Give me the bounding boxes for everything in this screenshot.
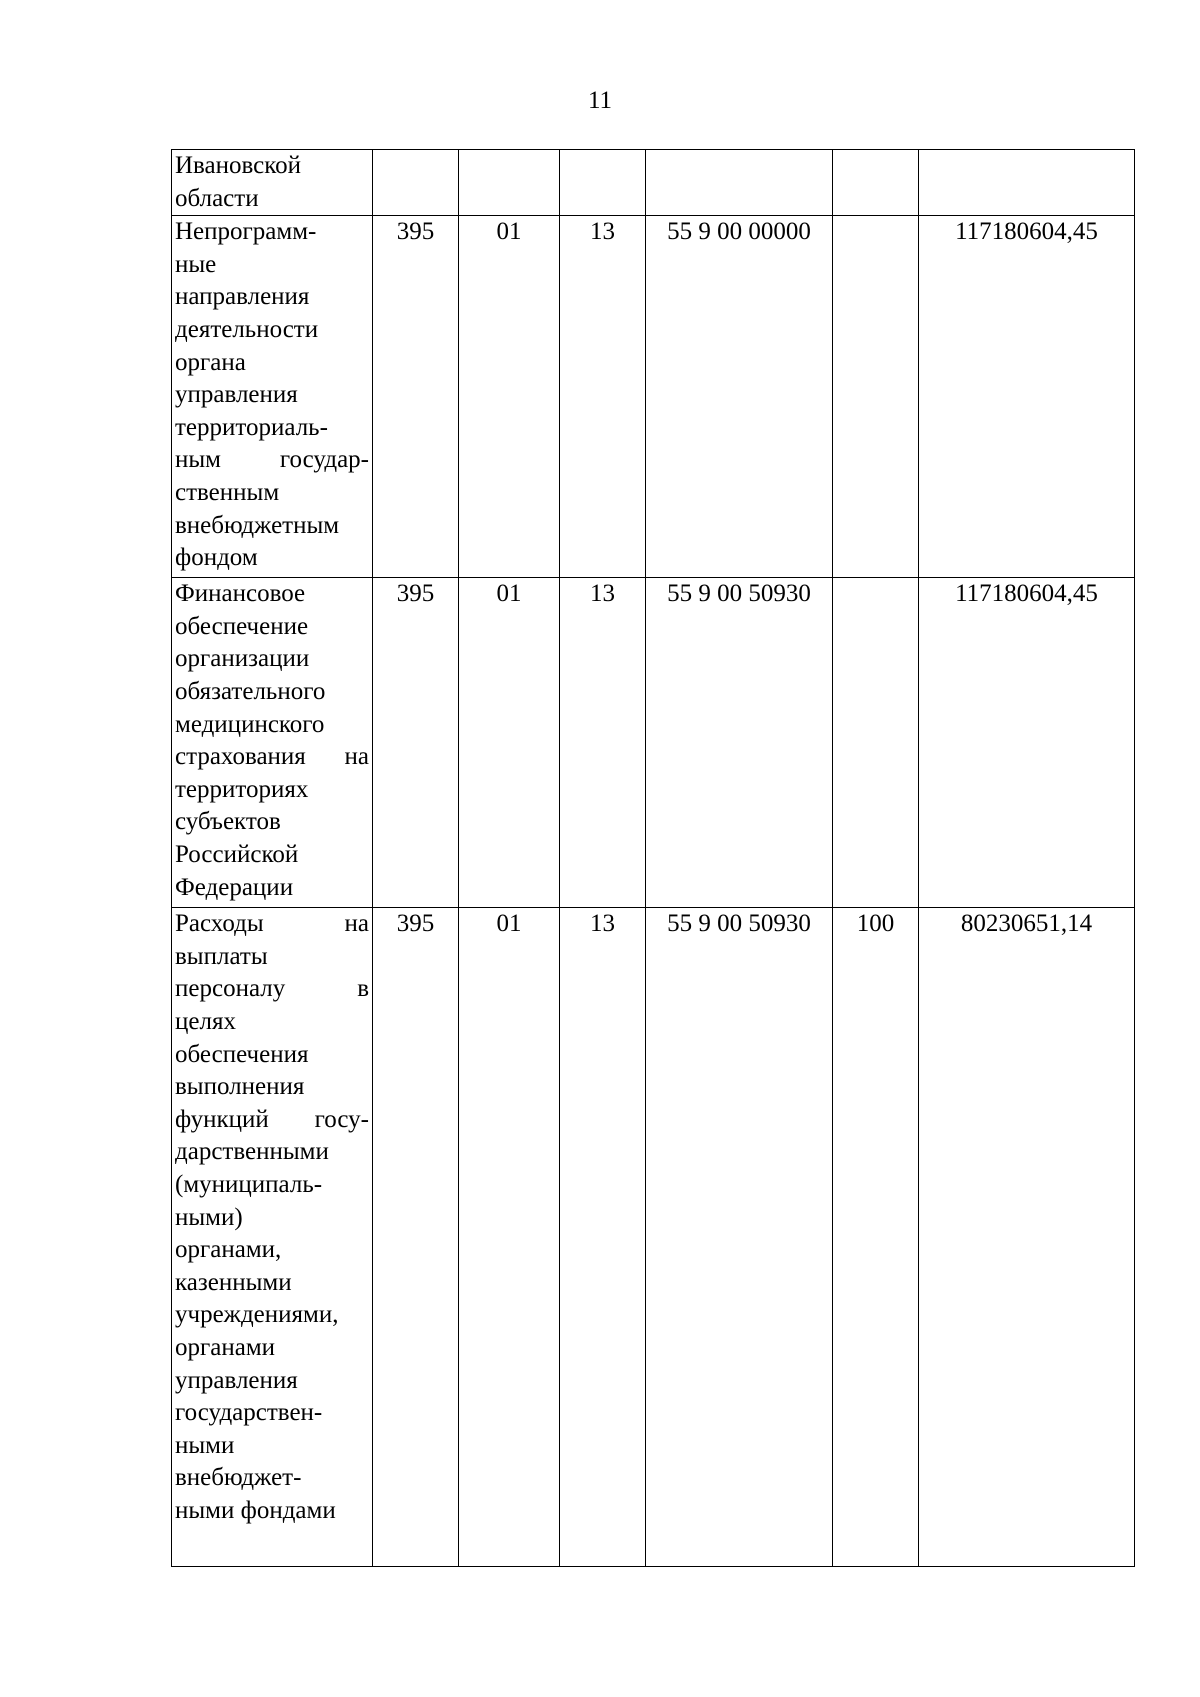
row-description bbox=[172, 216, 373, 578]
cell-rz: 395 bbox=[373, 216, 459, 578]
description-line: территориях bbox=[175, 775, 309, 803]
cell-amount: 117180604,45 bbox=[919, 578, 1135, 908]
cell-section: 13 bbox=[560, 216, 646, 578]
cell-amount: 80230651,14 bbox=[919, 908, 1135, 1567]
description-line: Федерации bbox=[175, 873, 294, 901]
description-line: ные bbox=[175, 250, 217, 278]
page-number: 11 bbox=[587, 87, 613, 114]
description-line: субъектов bbox=[175, 808, 281, 836]
cell-target-article: 55 9 00 00000 bbox=[646, 216, 833, 578]
description-line: области bbox=[175, 184, 259, 212]
cell-expense-type: 100 bbox=[833, 908, 919, 1567]
description-line: органами bbox=[175, 1333, 276, 1361]
description-line: фондом bbox=[175, 544, 258, 572]
description-line: выплаты bbox=[175, 942, 268, 970]
description-line: страхования на bbox=[175, 743, 369, 771]
description-line: управления bbox=[175, 381, 298, 409]
description-line: Непрограмм- bbox=[175, 218, 317, 246]
description-line: управления bbox=[175, 1366, 298, 1394]
description-line: организации bbox=[175, 645, 310, 673]
cell-pr: 01 bbox=[459, 578, 560, 908]
description-line: деятельности bbox=[175, 315, 319, 343]
table-row bbox=[172, 578, 1135, 908]
description-line: ными bbox=[175, 1431, 235, 1459]
cell-rz bbox=[373, 150, 459, 216]
budget-table bbox=[171, 149, 1135, 1567]
description-line: Ивановской bbox=[175, 152, 302, 179]
cell-section bbox=[560, 150, 646, 216]
description-line: государствен- bbox=[175, 1399, 323, 1427]
cell-pr: 01 bbox=[459, 216, 560, 578]
description-line: медицинского bbox=[175, 710, 325, 738]
description-line: территориаль- bbox=[175, 413, 328, 441]
cell-section: 13 bbox=[560, 908, 646, 1567]
cell-target-article: 55 9 00 50930 bbox=[646, 578, 833, 908]
row-description bbox=[172, 578, 373, 908]
table-row bbox=[172, 216, 1135, 578]
description-line: органами, bbox=[175, 1236, 282, 1264]
cell-section: 13 bbox=[560, 578, 646, 908]
description-line: персоналу в bbox=[175, 975, 369, 1003]
cell-pr: 01 bbox=[459, 908, 560, 1567]
description-line: ными) bbox=[175, 1203, 243, 1231]
cell-expense-type bbox=[833, 578, 919, 908]
description-line: функций госу- bbox=[175, 1105, 369, 1133]
description-line: (муниципаль- bbox=[175, 1170, 323, 1198]
cell-expense-type bbox=[833, 216, 919, 578]
description-line: Финансовое bbox=[175, 580, 306, 608]
description-line: ственным bbox=[175, 478, 280, 506]
description-line: Расходы на bbox=[175, 910, 369, 938]
description-line: выполнения bbox=[175, 1073, 305, 1101]
description-line: целях bbox=[175, 1007, 236, 1035]
description-line: учреждениями, bbox=[175, 1301, 339, 1329]
description-line: казенными bbox=[175, 1268, 292, 1296]
description-line: обеспечение bbox=[175, 612, 309, 640]
description-line: Российской bbox=[175, 840, 299, 868]
cell-expense-type bbox=[833, 150, 919, 216]
description-line: обеспечения bbox=[175, 1040, 309, 1068]
row-description bbox=[172, 908, 373, 1567]
cell-target-article bbox=[646, 150, 833, 216]
cell-target-article: 55 9 00 50930 bbox=[646, 908, 833, 1567]
table-row bbox=[172, 150, 1135, 216]
description-line: ным государ- bbox=[175, 446, 369, 474]
description-line: внебюджетным bbox=[175, 511, 340, 539]
description-line: внебюджет- bbox=[175, 1464, 302, 1492]
cell-pr bbox=[459, 150, 560, 216]
description-line: дарственными bbox=[175, 1138, 329, 1166]
description-line: направления bbox=[175, 283, 310, 311]
cell-amount bbox=[919, 150, 1135, 216]
cell-rz: 395 bbox=[373, 908, 459, 1567]
table-row bbox=[172, 908, 1135, 1567]
row-description bbox=[172, 150, 373, 216]
cell-rz: 395 bbox=[373, 578, 459, 908]
description-line: ными фондами bbox=[175, 1496, 336, 1524]
cell-amount: 117180604,45 bbox=[919, 216, 1135, 578]
description-line: обязательного bbox=[175, 677, 326, 705]
description-line: органа bbox=[175, 348, 246, 376]
